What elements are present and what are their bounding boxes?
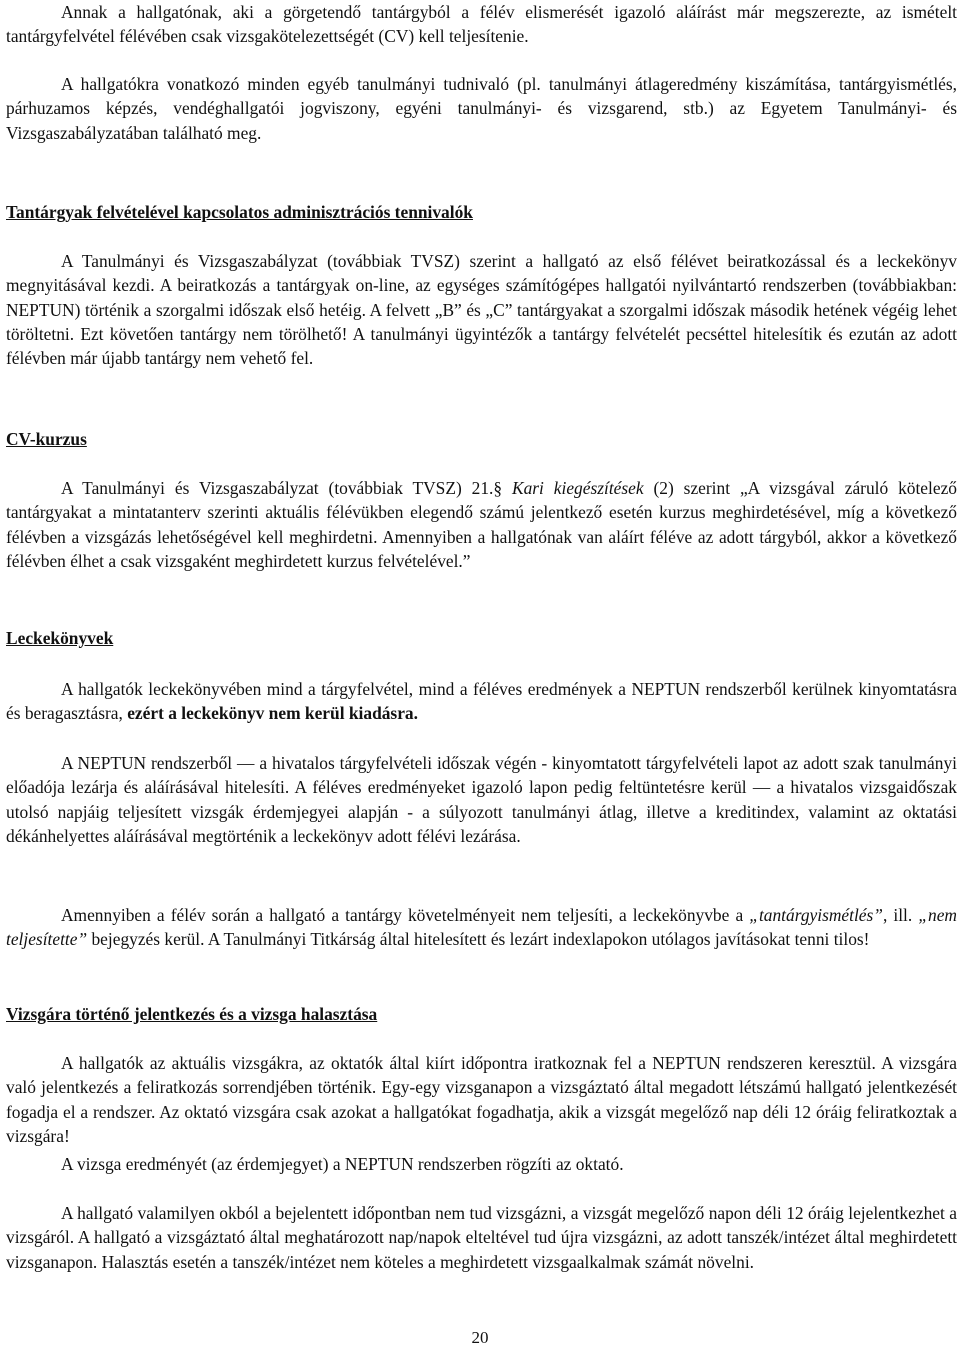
cv-text-part-1: A Tanulmányi és Vizsgaszabályzat (továbbiak TVSZ) 21.§ (61, 478, 512, 498)
cv-paragraph (6, 476, 957, 573)
leckekonyv-paragraph-2: A NEPTUN rendszerből — a hivatalos tárgyfelvételi időszak végén - kinyomtatott tárgyfelvételi lapot az adott szak tanulmányi előadója lezárja és aláírásával hitelesíti. A féléves eredményeket igazoló lapon pedig feltüntetésre kerül — a hivatalos vizsgaidőszak utolsó napjáig teljesített vizsgák érdemjegyei alapján - a súlyozott tanulmányi átlag, illetve a kreditindex, valamint az oktatási dékánhelyettes aláírásával megtörténik a leckekönyv adott félévi lezárása. (6, 753, 957, 846)
section-heading-admin: Tantárgyak felvételével kapcsolatos adminisztrációs tennivalók (6, 202, 473, 222)
leckekonyv-p3-italic-2: „nem teljesítette” (6, 905, 957, 950)
leckekonyv-paragraph-3 (6, 903, 957, 952)
section-heading-leckekonyvek: Leckekönyvek (6, 628, 114, 648)
page-number: 20 (471, 1328, 489, 1347)
cv-text-italic: Kari kiegészítések (512, 478, 644, 498)
cv-text-part-2: (2) szerint „A vizsgával záruló kötelező tantárgyakat a mintatanterv szerinti aktuális félévükben elegendő számú jelentkező esetén kurzus meghirdetésével, míg a következő félévben a vizsgázás lehetőségével kell meghirdetni. Amennyiben a hallgatónak van aláírt féléve az adott tárgyból, akkor a következő félévben élhet a csak vizsgaként meghirdetett kurzus felvételével.” (6, 478, 957, 571)
leckekonyv-p3-italic-1: „tantárgyismétlés” (749, 905, 883, 925)
vizsga-paragraph-2: A vizsga eredményét (az érdemjegyet) a NEPTUN rendszerben rögzíti az oktató. (61, 1154, 624, 1174)
leckekonyv-p3-text-3: bejegyzés kerül. A Tanulmányi Titkárság által hitelesített és lezárt indexlapokon utólagos javításokat tenni tilos! (87, 929, 870, 950)
leckekonyv-p1-text: A hallgatók leckekönyvében mind a tárgyfelvétel, mind a féléves eredmények a NEPTUN rendszerből kerülnek kinyomtatásra és beragasztásra, (6, 679, 957, 724)
admin-paragraph: A Tanulmányi és Vizsgaszabályzat (továbbiak TVSZ) szerint a hallgató az első félévet beiratkozással és a leckekönyv megnyitásával kezdi. A beiratkozás a tantárgyak on-line, az egységes számítógépes hallgatói nyilvántartó rendszerben (továbbiakban: NEPTUN) történik a szorgalmi időszak első hetéig. A felvett „B” és „C” tantárgyakat a szorgalmi időszak második hetének végéig lehet töröltetni. Ezt követően tantárgy nem törölhető! A tanulmányi ügyintézők a tantárgy felvételét pecséttel hitelesítik és ezután az adott félévben már újabb tantárgy nem vehető fel. (6, 251, 957, 369)
leckekonyv-paragraph-1 (6, 677, 957, 726)
section-heading-cv-kurzus: CV-kurzus (6, 429, 87, 449)
intro-paragraph-2: A hallgatókra vonatkozó minden egyéb tanulmányi tudnivaló (pl. tanulmányi átlageredmény kiszámítása, tantárgyismétlés, párhuzamos képzés, vendéghallgatói jogviszony, egyéni tanulmányi- és vizsgarend, stb.) az Egyetem Tanulmányi- és Vizsgaszabályzatában található meg. (6, 74, 957, 143)
section-heading-vizsga: Vizsgára történő jelentkezés és a vizsga halasztása (6, 1004, 378, 1024)
vizsga-paragraph-3: A hallgató valamilyen okból a bejelentett időpontban nem tud vizsgázni, a vizsgát megelőző napon déli 12 óráig lejelentkezhet a vizsgáról. A hallgató a vizsgáztató által meghatározott nap/napok elteltével tud újra vizsgázni, az adott tanszék/intézet által meghirdetett vizsganapon. Halasztás esetén a tanszék/intézet nem köteles a meghirdetett vizsgaalkalmak számát növelni. (6, 1203, 957, 1272)
leckekonyv-p1-bold: ezért a leckekönyv nem kerül kiadásra. (127, 703, 418, 724)
vizsga-paragraph-1: A hallgatók az aktuális vizsgákra, az oktatók által kiírt időpontra iratkoznak fel a NEPTUN rendszeren keresztül. A vizsgára való jelentkezés a feliratkozás sorrendjében történik. Egy-egy vizsganapon a vizsgáztató által megadott létszámú hallgató jelentkezését fogadja el a rendszer. Az oktató vizsgára csak azokat a hallgatókat fogadhatja, akik a vizsgát megelőző nap déli 12 óráig feliratkoztak a vizsgára! (6, 1053, 957, 1146)
leckekonyv-p3-text-2: , ill. (882, 905, 919, 925)
leckekonyv-p3-text-1: Amennyiben a félév során a hallgató a tantárgy követelményeit nem teljesíti, a leckekönyvbe a (61, 905, 750, 925)
intro-paragraph-1: Annak a hallgatónak, aki a görgetendő tantárgyból a félév elismerését igazoló aláírást már megszerezte, az ismételt tantárgyfelvétel félévében csak vizsgakötelezettségét (CV) kell teljesítenie. (6, 2, 957, 47)
